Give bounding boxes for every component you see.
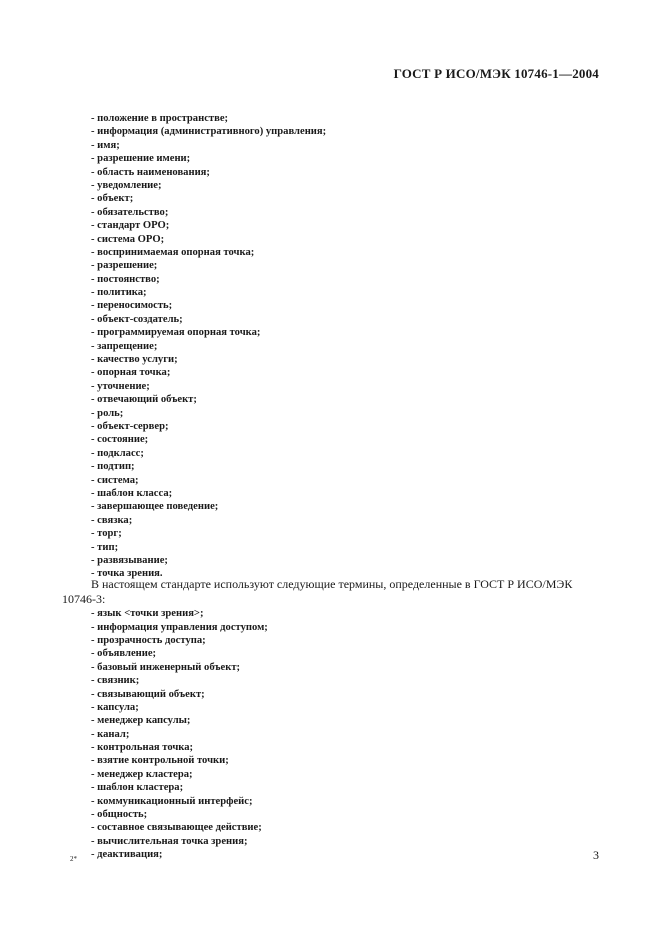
- list-item: - область наименования;: [91, 166, 210, 178]
- list-item: - объект-сервер;: [91, 420, 169, 432]
- list-item: - взятие контрольной точки;: [91, 755, 229, 767]
- list-item: - объявление;: [91, 648, 157, 660]
- list-item: - подтип;: [91, 461, 135, 473]
- list-item: - положение в пространстве;: [91, 113, 229, 124]
- list-item: - прозрачность доступа;: [91, 634, 206, 646]
- list-item: - запрещение;: [91, 340, 158, 352]
- list-item: - точка зрения.: [91, 568, 163, 580]
- list-item: - отвечающий объект;: [91, 394, 197, 406]
- terms-list-2: [62, 607, 602, 861]
- list-item: - подкласс;: [91, 447, 144, 459]
- list-item: - опорная точка;: [91, 367, 171, 379]
- list-item: - торг;: [91, 528, 122, 540]
- document-header: ГОСТ Р ИСО/МЭК 10746-1—2004: [393, 66, 599, 81]
- list-item: - объект-создатель;: [91, 313, 183, 325]
- list-item: - менеджер кластера;: [91, 768, 193, 780]
- list-item: - постоянство;: [91, 273, 160, 285]
- list-item: - система;: [91, 474, 139, 486]
- list-item: - базовый инженерный объект;: [91, 661, 241, 673]
- signature-mark: 2*: [70, 855, 77, 863]
- list-item: - общность;: [91, 809, 148, 821]
- list-item: - информация управления доступом;: [91, 621, 268, 633]
- list-item: - переносимость;: [91, 300, 173, 312]
- intro-paragraph: [62, 577, 602, 606]
- list-item: - развязывание;: [91, 554, 168, 566]
- list-item: - обязательство;: [91, 206, 169, 218]
- list-item: - канал;: [91, 728, 130, 740]
- list-item: - программируемая опорная точка;: [91, 327, 261, 339]
- list-item: - уведомление;: [91, 179, 162, 191]
- list-item: - разрешение;: [91, 260, 158, 272]
- list-item: - язык <точки зрения>;: [91, 608, 204, 620]
- section-2: [62, 575, 602, 862]
- list-item: - связник;: [91, 675, 140, 687]
- terms-list-1: [91, 112, 326, 581]
- intro-paragraph-text: В настоящем стандарте используют следующие термины, определенные в ГОСТ Р ИСО/МЭК 10746-3:: [62, 577, 573, 606]
- list-item: - стандарт ОРО;: [91, 220, 170, 232]
- list-item: - информация (административного) управления;: [91, 126, 327, 138]
- list-item: - воспринимаемая опорная точка;: [91, 246, 255, 258]
- list-item: - связывающий объект;: [91, 688, 205, 700]
- list-item: - капсула;: [91, 701, 139, 713]
- list-item: - роль;: [91, 407, 124, 419]
- list-item: - имя;: [91, 139, 120, 151]
- list-item: - политика;: [91, 287, 147, 299]
- page-number: 3: [593, 848, 599, 862]
- list-item: - коммуникационный интерфейс;: [91, 795, 253, 807]
- list-item: - шаблон класса;: [91, 487, 173, 499]
- list-item: - деактивация;: [91, 849, 163, 861]
- list-item: - шаблон кластера;: [91, 782, 184, 794]
- list-item: - связка;: [91, 514, 133, 526]
- list-item: - качество услуги;: [91, 354, 178, 366]
- list-item: - система ОРО;: [91, 233, 165, 245]
- list-item: - тип;: [91, 541, 119, 553]
- list-item: - разрешение имени;: [91, 153, 191, 165]
- list-item: - завершающее поведение;: [91, 501, 219, 513]
- list-item: - составное связывающее действие;: [91, 822, 262, 834]
- list-item: - вычислительная точка зрения;: [91, 835, 248, 847]
- list-item: - состояние;: [91, 434, 149, 446]
- list-item: - объект;: [91, 193, 134, 205]
- list-item: - менеджер капсулы;: [91, 715, 191, 727]
- list-item: - уточнение;: [91, 380, 150, 392]
- list-item: - контрольная точка;: [91, 742, 194, 754]
